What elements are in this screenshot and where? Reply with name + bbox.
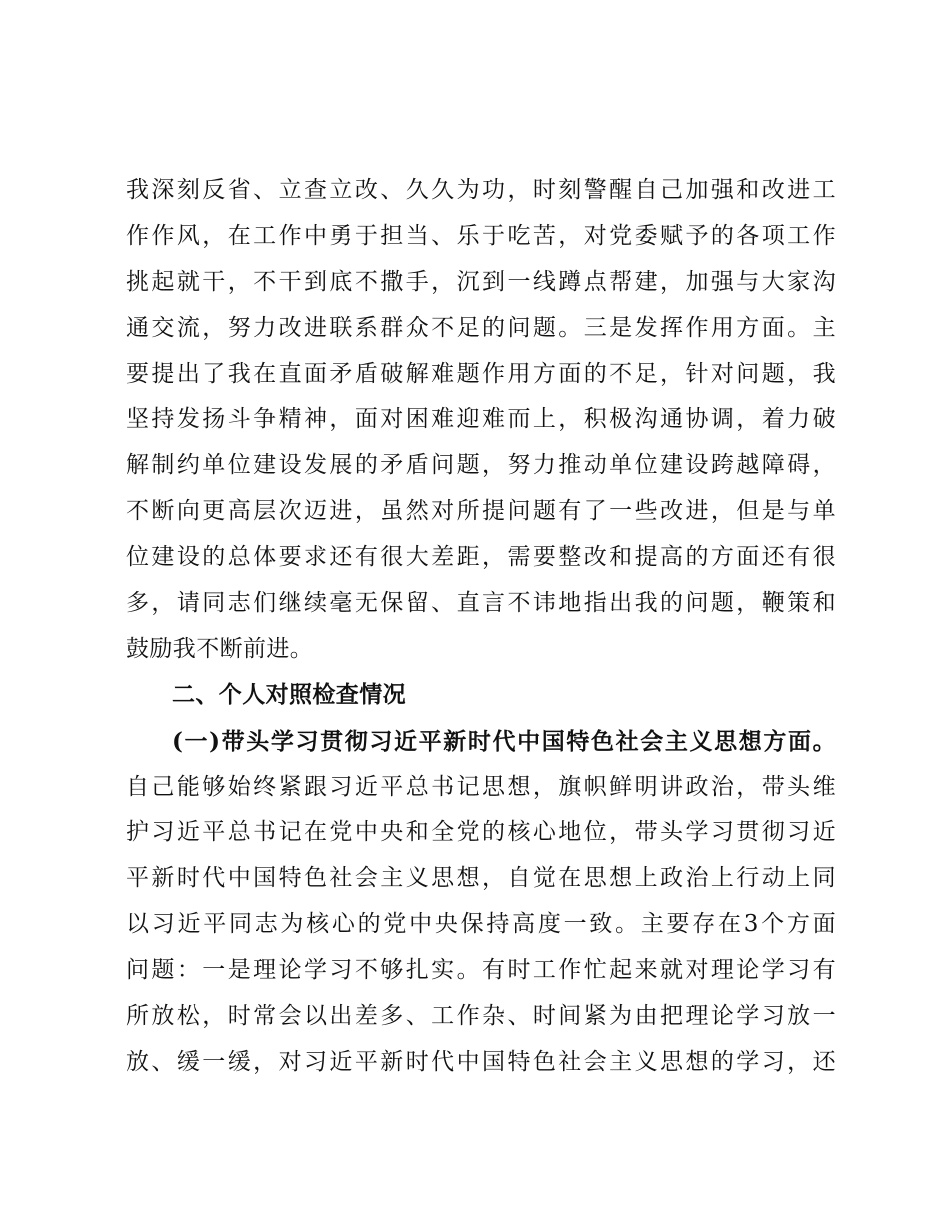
text-line: 解制约单位建设发展的矛盾问题，努力推动单位建设跨越障碍， bbox=[126, 452, 836, 479]
text-line: 通交流，努力改进联系群众不足的问题。三是发挥作用方面。主 bbox=[126, 314, 836, 341]
document-body bbox=[126, 168, 836, 1086]
text-line: 挑起就干，不干到底不撒手，沉到一线蹲点帮建，加强与大家沟 bbox=[126, 268, 836, 295]
text-line: 所放松，时常会以出差多、工作杂、时间紧为由把理论学习放一 bbox=[126, 1003, 836, 1030]
text-line: 放、缓一缓，对习近平新时代中国特色社会主义思想的学习，还 bbox=[126, 1048, 836, 1075]
paragraph-continuation bbox=[126, 168, 836, 673]
text-line: 坚持发扬斗争精神，面对困难迎难而上，积极沟通协调，着力破 bbox=[126, 406, 836, 433]
text-line: 位建设的总体要求还有很大差距，需要整改和提高的方面还有很 bbox=[126, 544, 836, 571]
section-heading: 二、个人对照检查情况 bbox=[172, 681, 406, 708]
text-line: 问题：一是理论学习不够扎实。有时工作忙起来就对理论学习有 bbox=[126, 957, 836, 984]
text-line: 多，请同志们继续毫无保留、直言不讳地指出我的问题，鞭策和 bbox=[126, 590, 836, 617]
text-line: 我深刻反省、立查立改、久久为功，时刻警醒自己加强和改进工 bbox=[126, 177, 836, 203]
paragraph-body bbox=[126, 765, 836, 1086]
subsection-heading: (一)带头学习贯彻习近平新时代中国特色社会主义思想方面。 bbox=[172, 727, 836, 755]
text-line: 不断向更高层次迈进，虽然对所提问题有了一些改进，但是与单 bbox=[126, 498, 836, 525]
text-line: 平新时代中国特色社会主义思想，自觉在思想上政治上行动上同 bbox=[126, 865, 836, 892]
text-line: 自己能够始终紧跟习近平总书记思想，旗帜鲜明讲政治，带头维 bbox=[126, 773, 836, 800]
text-line: 以习近平同志为核心的党中央保持高度一致。主要存在3个方面 bbox=[126, 911, 836, 938]
text-line: 要提出了我在直面矛盾破解难题作用方面的不足，针对问题，我 bbox=[126, 360, 836, 387]
text-line: 护习近平总书记在党中央和全党的核心地位，带头学习贯彻习近 bbox=[126, 819, 836, 846]
text-line: 鼓励我不断前进。 bbox=[126, 635, 314, 662]
text-line: 作作风，在工作中勇于担当、乐于吃苦，对党委赋予的各项工作 bbox=[126, 222, 836, 249]
